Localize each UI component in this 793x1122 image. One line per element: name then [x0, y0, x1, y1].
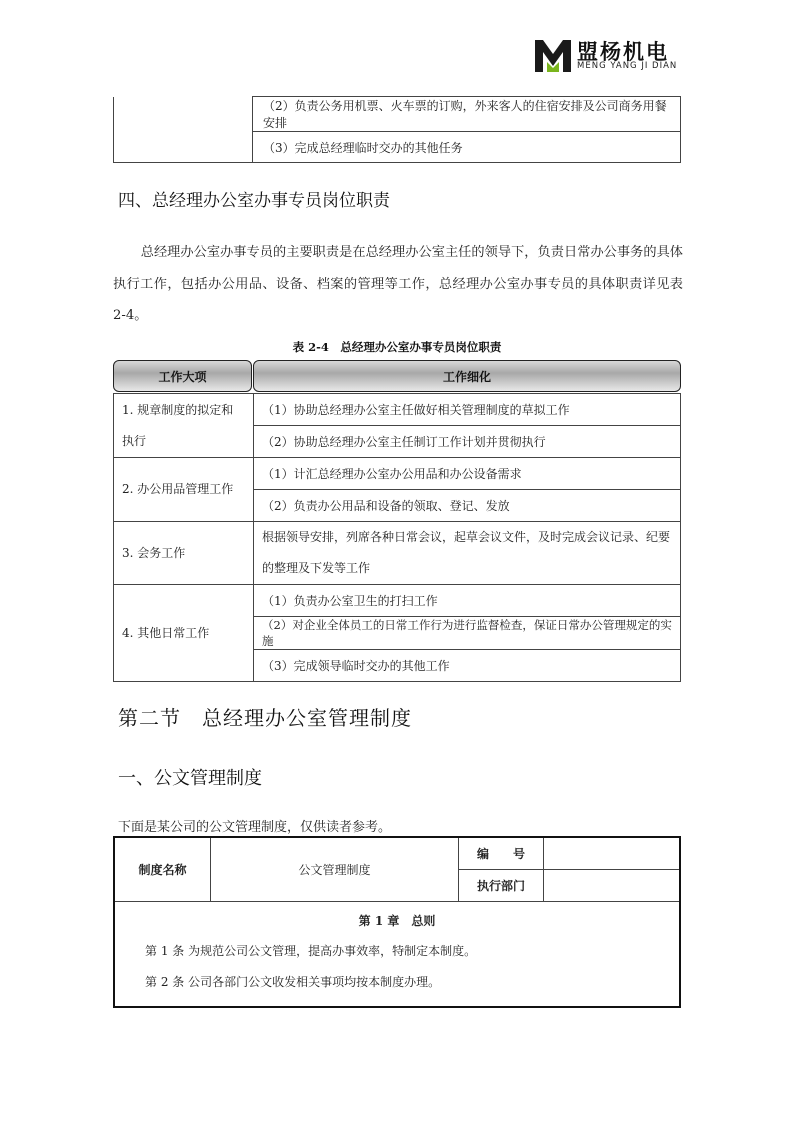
form-dept-value: [544, 869, 681, 901]
table-row: [114, 522, 681, 585]
intro-text: 下面是某公司的公文管理制度，仅供读者参考。: [118, 820, 392, 835]
table-row: [114, 901, 680, 1007]
detail-cell: （1）负责办公室卫生的打扫工作: [254, 585, 681, 617]
logo-mark-icon: [533, 36, 573, 74]
header-category: 工作大项: [113, 360, 252, 392]
detail-cell: （2）负责办公用品和设备的领取、登记、发放: [254, 490, 681, 522]
form-dept-label: 执行部门: [459, 869, 544, 901]
table-row: [114, 97, 681, 132]
body-paragraph: 总经理办公室办事专员的主要职责是在总经理办公室主任的领导下，负责日常办公事务的具体执行工作，包括办公用品、设备、档案的管理等工作，总经理办公室办事专员的具体职责详见表 2-4。: [113, 245, 683, 323]
regulation-form-table: [113, 836, 681, 1008]
section-heading: 四、总经理办公室办事专员岗位职责: [118, 191, 390, 211]
continued-duty-table: [113, 96, 681, 163]
detail-cell: （2）对企业全体员工的日常工作行为进行监督检查，保证日常办公管理规定的实施: [254, 617, 681, 650]
subsection-heading: 一、公文管理制度: [118, 768, 262, 789]
detail-cell: （2）协助总经理办公室主任制订工作计划并贯彻执行: [254, 426, 681, 458]
detail-cell: （1）计汇总经理办公室办公用品和办公设备需求: [254, 458, 681, 490]
form-article: 第 1 条 为规范公司公文管理，提高办事效率，特制定本制度。: [145, 943, 477, 958]
table-cell: （3）完成总经理临时交办的其他任务: [253, 132, 681, 163]
form-number-label: 编 号: [459, 837, 544, 869]
table-caption: 表 2-4 总经理办公室办事专员岗位职责: [292, 340, 502, 354]
detail-cell: （1）协助总经理办公室主任做好相关管理制度的草拟工作: [254, 394, 681, 426]
form-body-cell: [114, 901, 680, 1007]
table-row: [114, 585, 681, 617]
form-article: 第 2 条 公司各部门公文收发相关事项均按本制度办理。: [145, 974, 441, 989]
category-cell: 2. 办公用品管理工作: [114, 458, 254, 522]
table-row: [114, 394, 681, 426]
table-row: [114, 458, 681, 490]
category-cell: 1. 规章制度的拟定和执行: [114, 394, 254, 458]
form-name-label: 制度名称: [114, 837, 211, 901]
form-name-value: 公文管理制度: [211, 837, 459, 901]
detail-cell: 根据领导安排，列席各种日常会议，起草会议文件，及时完成会议记录、纪要的整理及下发等工作: [254, 522, 681, 585]
category-cell: 3. 会务工作: [114, 522, 254, 585]
company-logo: [533, 36, 678, 76]
category-cell: 4. 其他日常工作: [114, 585, 254, 682]
chapter-section-heading: 第二节 总经理办公室管理制度: [118, 706, 412, 730]
form-chapter-title: 第 1 章 总则: [358, 913, 436, 928]
table-cell: （2）负责公务用机票、火车票的订购，外来客人的住宿安排及公司商务用餐安排: [253, 97, 681, 132]
header-detail: 工作细化: [253, 360, 681, 392]
duty-table: [113, 393, 681, 682]
form-number-value: [544, 837, 681, 869]
detail-cell: （3）完成领导临时交办的其他工作: [254, 650, 681, 682]
logo-brand-text: 盟杨机电: [577, 40, 669, 64]
logo-subtitle: MENG YANG JI DIAN: [577, 61, 678, 71]
table-cell-blank: [114, 97, 253, 163]
table-row: [114, 837, 680, 869]
